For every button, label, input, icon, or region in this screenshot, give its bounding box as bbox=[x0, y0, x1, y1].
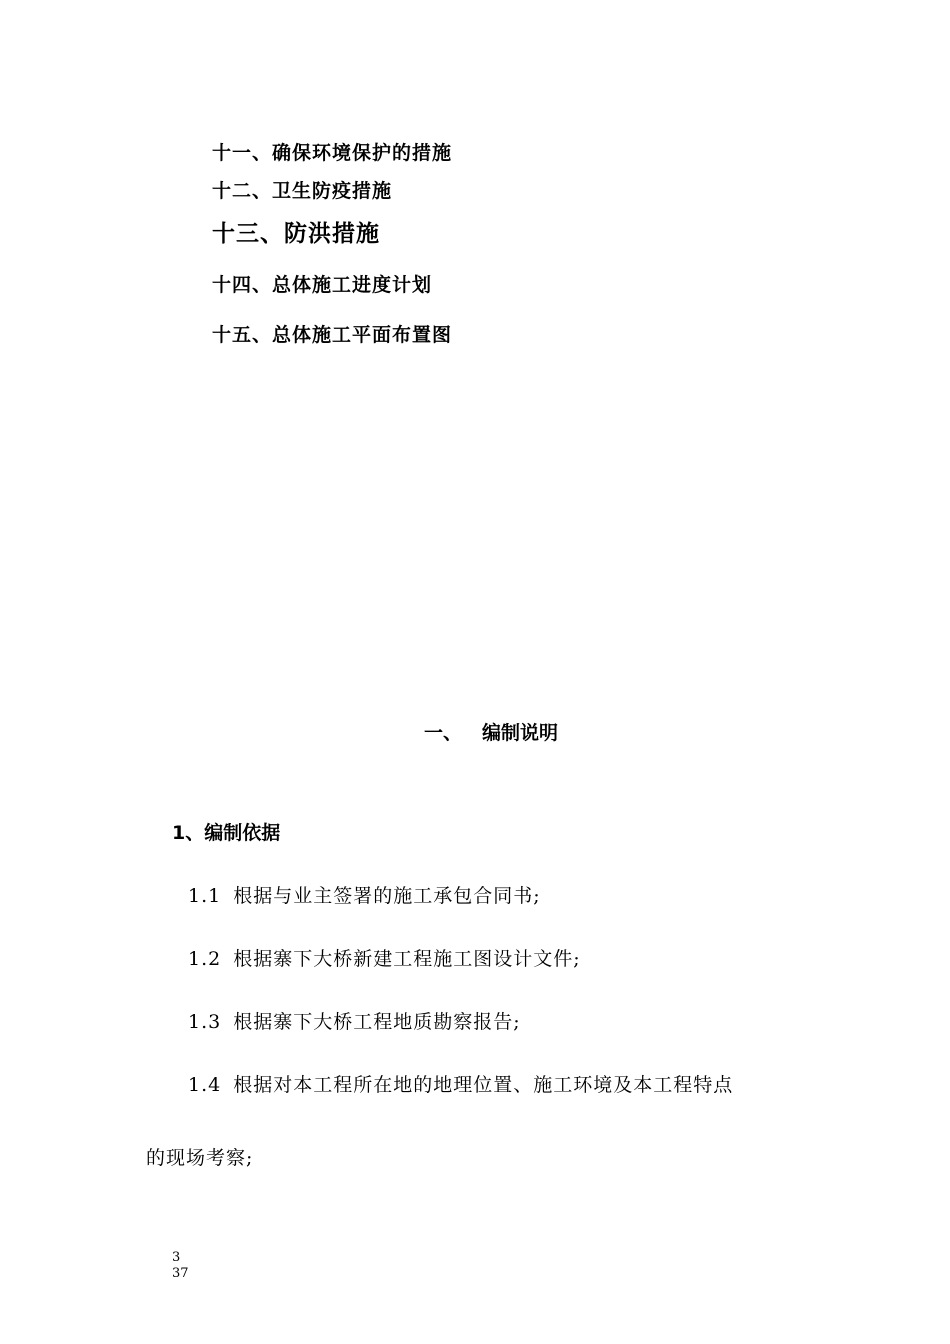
paragraph-1-3 bbox=[188, 1007, 521, 1034]
section-number: 一、 bbox=[424, 722, 463, 744]
subsection-heading: 1、编制依据 bbox=[172, 822, 281, 844]
section-title bbox=[424, 718, 558, 745]
paragraph-number: 1.1 bbox=[188, 885, 222, 907]
paragraph-1-2 bbox=[188, 944, 581, 971]
paragraph-text: 根据与业主签署的施工承包合同书; bbox=[233, 885, 541, 907]
total-pages: 37 bbox=[172, 1266, 189, 1281]
paragraph-1-1 bbox=[188, 881, 541, 908]
toc-item-12: 十二、卫生防疫措施 bbox=[212, 180, 393, 202]
toc-item-14: 十四、总体施工进度计划 bbox=[212, 274, 433, 296]
paragraph-text: 根据对本工程所在地的地理位置、施工环境及本工程特点 bbox=[233, 1074, 734, 1096]
paragraph-text: 根据寨下大桥工程地质勘察报告; bbox=[233, 1011, 521, 1033]
toc-item-11: 十一、确保环境保护的措施 bbox=[212, 142, 453, 164]
toc-item-15: 十五、总体施工平面布置图 bbox=[212, 324, 453, 346]
section-title-text: 编制说明 bbox=[482, 722, 559, 744]
paragraph-number: 1.4 bbox=[188, 1074, 222, 1096]
paragraph-number: 1.2 bbox=[188, 948, 222, 970]
paragraph-1-4 bbox=[188, 1070, 733, 1097]
toc-item-13: 十三、防洪措施 bbox=[212, 221, 380, 247]
paragraph-continuation: 的现场考察; bbox=[146, 1147, 254, 1169]
page-number: 3 bbox=[172, 1250, 181, 1265]
paragraph-text: 根据寨下大桥新建工程施工图设计文件; bbox=[233, 948, 581, 970]
paragraph-number: 1.3 bbox=[188, 1011, 222, 1033]
